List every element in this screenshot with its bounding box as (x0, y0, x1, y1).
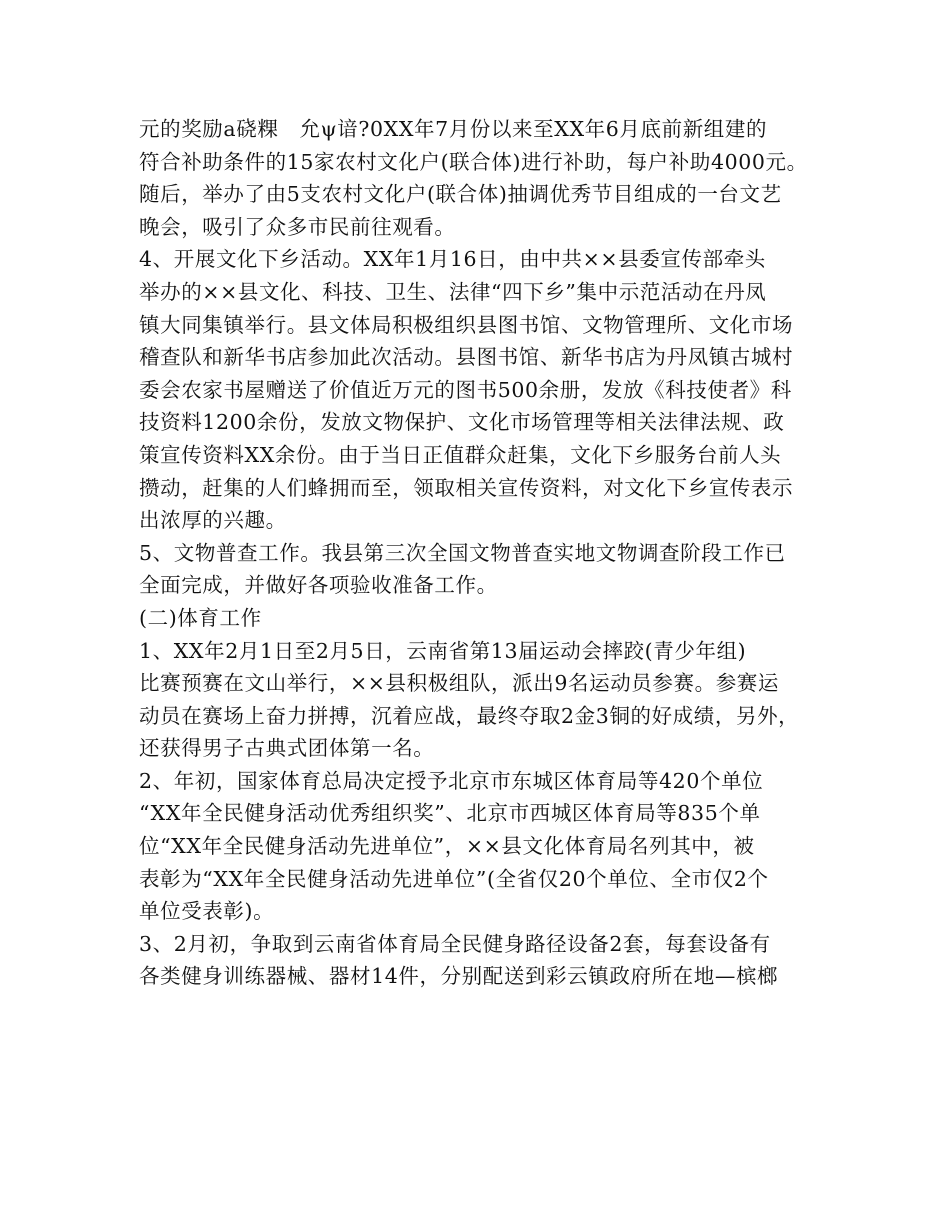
text-line: 举办的××县文化、科技、卫生、法律“四下乡”集中示范活动在丹凤 (139, 279, 767, 304)
text-line: 委会农家书屋赠送了价值近万元的图书500余册，发放《科技使者》科 (139, 377, 792, 402)
text-line: 位“XX年全民健身活动先进单位”，××县文化体育局名列其中，被 (139, 834, 755, 859)
text-line: 1、XX年2月1日至2月5日，云南省第13届运动会摔跤(青少年组) (139, 638, 747, 663)
text-line: 技资料1200余份，发放文物保护、文化市场管理等相关法律法规、政 (139, 410, 785, 435)
text-line: 出浓厚的兴趣。 (139, 508, 287, 533)
text-line: 符合补助条件的15家农村文化户(联合体)进行补助，每户补助4000元。 (139, 149, 808, 174)
text-line: 元的奖励а硗粿 允ψ谙?0XX年7月份以来至XX年6月底前新组建的 (139, 117, 768, 141)
text-line: “XX年全民健身活动优秀组织奖”、北京市西城区体育局等835个单 (139, 801, 761, 826)
text-line: 5、文物普查工作。我县第三次全国文物普查实地文物调查阶段工作已 (139, 540, 786, 565)
section-heading: (二)体育工作 (139, 605, 262, 630)
text-line: 各类健身训练器械、器材14件，分别配送到彩云镇政府所在地—槟榔 (139, 964, 779, 989)
text-line: 还获得男子古典式团体第一名。 (139, 736, 435, 761)
text-line: 全面完成，并做好各项验收准备工作。 (139, 573, 498, 598)
text-line: 4、开展文化下乡活动。XX年1月16日，由中共××县委宣传部牵头 (139, 247, 766, 272)
text-line: 随后，举办了由5支农村文化户(联合体)抽调优秀节目组成的一台文艺 (139, 182, 782, 207)
document-body (139, 113, 824, 993)
text-line: 3、2月初，争取到云南省体育局全民健身路径设备2套，每套设备有 (139, 931, 771, 956)
text-line: 比赛预赛在文山举行，××县积极组队，派出9名运动员参赛。参赛运 (139, 671, 779, 696)
text-line: 镇大同集镇举行。县文体局积极组织县图书馆、文物管理所、文化市场 (139, 312, 794, 337)
text-line: 稽查队和新华书店参加此次活动。县图书馆、新华书店为丹凤镇古城村 (139, 345, 794, 370)
text-line: 单位受表彰)。 (139, 899, 275, 924)
text-line: 策宣传资料XX余份。由于当日正值群众赶集，文化下乡服务台前人头 (139, 442, 782, 467)
text-line: 2、年初，国家体育总局决定授予北京市东城区体育局等420个单位 (139, 768, 764, 793)
text-line: 攒动，赶集的人们蜂拥而至，领取相关宣传资料，对文化下乡宣传表示 (139, 475, 794, 500)
text-line: 晚会，吸引了众多市民前往观看。 (139, 214, 456, 239)
text-line: 动员在赛场上奋力拼搏，沉着应战，最终夺取2金3铜的好成绩，另外， (139, 703, 800, 728)
text-line: 表彰为“XX年全民健身活动先进单位”(全省仅20个单位、全市仅2个 (139, 866, 769, 891)
